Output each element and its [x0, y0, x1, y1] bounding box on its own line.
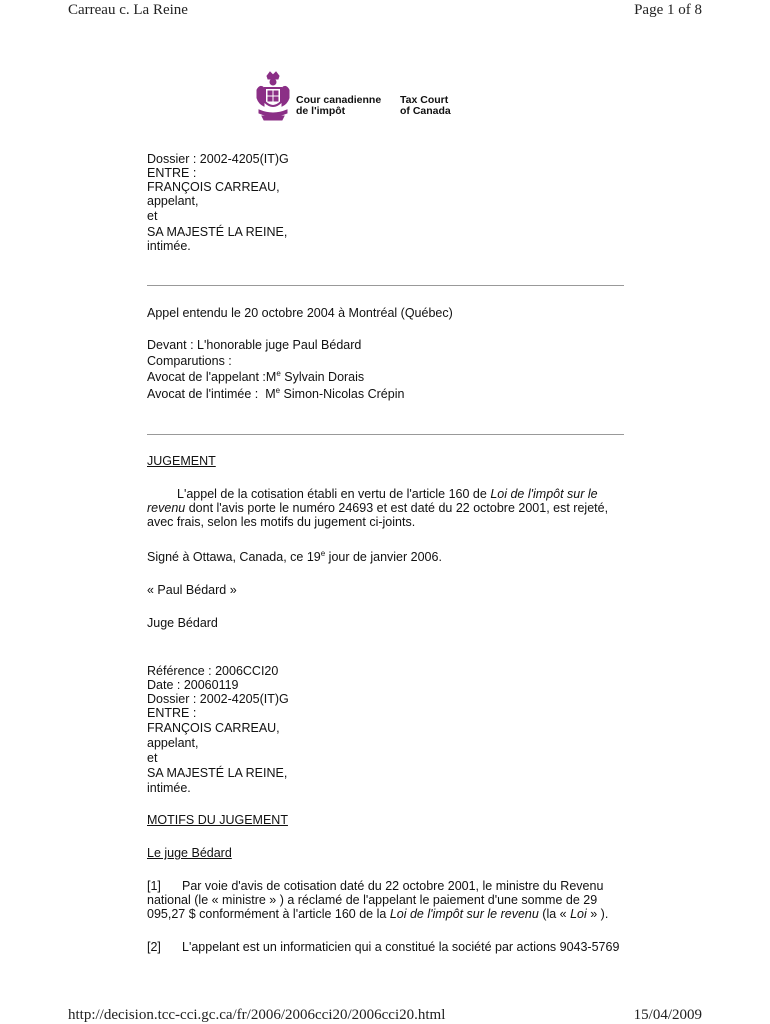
et-label: et [147, 209, 158, 223]
court-name-english-line1: Tax Court [400, 94, 449, 106]
signed-line [147, 549, 442, 565]
reference-appellant: FRANÇOIS CARREAU, [147, 721, 280, 735]
royal-coat-of-arms-icon [254, 70, 292, 122]
judgment-heading: JUGEMENT [147, 454, 216, 468]
reference-respondent: SA MAJESTÉ LA REINE, [147, 766, 288, 780]
print-footer-url: http://decision.tcc-cci.gc.ca/fr/2006/2006cci20/2006cci20.html [68, 1007, 446, 1023]
reasons-p1-law: Loi de l'impôt sur le revenu [389, 907, 539, 921]
respondent-name: SA MAJESTÉ LA REINE, [147, 225, 288, 239]
horizontal-rule [147, 434, 624, 435]
respondent-counsel-name: Simon-Nicolas Crépin [280, 387, 405, 401]
court-name-english [400, 95, 451, 117]
reasons-p1-line3c: » ). [586, 907, 609, 921]
court-name-french-line1: Cour canadienne [296, 94, 382, 106]
print-footer-date: 15/04/2009 [633, 1007, 702, 1023]
reasons-p1-line1: Par voie d'avis de cotisation daté du 22 octobre 2001, le ministre du Revenu [182, 879, 604, 893]
reasons-judge-heading: Le juge Bédard [147, 846, 232, 860]
appellant-counsel [147, 369, 364, 385]
paragraph-number: [2] [147, 940, 161, 954]
paragraph-number: [1] [147, 879, 161, 893]
court-name-french [296, 95, 381, 117]
respondent-counsel-label: Avocat de l'intimée : [147, 387, 259, 401]
reasons-p1-loi: Loi [570, 907, 587, 921]
signed-part2: jour de janvier 2006. [325, 550, 442, 564]
print-header-title: Carreau c. La Reine [68, 2, 188, 18]
reference-respondent-role: intimée. [147, 781, 191, 795]
before-judge: Devant : L'honorable juge Paul Bédard [147, 338, 362, 352]
judgment-text-line3: avec frais, selon les motifs du jugement ci-joints. [147, 515, 416, 529]
reference-appellant-role: appelant, [147, 736, 199, 750]
reference-entre: ENTRE : [147, 706, 197, 720]
appellant-counsel-label: Avocat de l'appelant : [147, 370, 266, 384]
signed-part1: Signé à Ottawa, Canada, ce 19 [147, 550, 321, 564]
appellant-role: appelant, [147, 194, 199, 208]
horizontal-rule [147, 285, 624, 286]
respondent-counsel-prefix: M [265, 387, 276, 401]
judgment-text-part2: dont l'avis porte le numéro 24693 et est daté du 22 octobre 2001, est rejeté, [185, 501, 609, 515]
appellant-name: FRANÇOIS CARREAU, [147, 180, 280, 194]
judge-signature: « Paul Bédard » [147, 583, 237, 597]
reasons-p1-line2: national (le « ministre » ) a réclamé de l'appelant le paiement d'une somme de 29 [147, 893, 598, 907]
reference-date: Date : 20060119 [147, 678, 239, 692]
reasons-p1-line3a: 095,27 $ conformément à l'article 160 de la [147, 907, 390, 921]
signed-sup: e [320, 548, 326, 558]
reasons-heading: MOTIFS DU JUGEMENT [147, 813, 288, 827]
print-header-page: Page 1 of 8 [634, 2, 702, 18]
court-name-french-line2: de l'impôt [296, 105, 346, 117]
appellant-counsel-sup: e [276, 368, 281, 378]
appearances-label: Comparutions : [147, 354, 232, 368]
dossier-number: Dossier : 2002-4205(IT)G [147, 152, 289, 166]
reference-number: Référence : 2006CCI20 [147, 664, 279, 678]
reference-et: et [147, 751, 158, 765]
appellant-counsel-prefix: M [265, 370, 277, 384]
reference-dossier: Dossier : 2002-4205(IT)G [147, 692, 289, 706]
reasons-p1-line3b: (la « [538, 907, 571, 921]
respondent-counsel-sup: e [275, 385, 281, 395]
judgment-text-part1: L'appel de la cotisation établi en vertu de l'article 160 de [177, 487, 491, 501]
respondent-role: intimée. [147, 239, 191, 253]
judge-title: Juge Bédard [147, 616, 218, 630]
judgment-text-italic2: revenu [147, 501, 186, 515]
entre-label: ENTRE : [147, 166, 197, 180]
respondent-counsel [147, 386, 404, 402]
hearing-info: Appel entendu le 20 octobre 2004 à Montréal (Québec) [147, 306, 453, 320]
appellant-counsel-name: Sylvain Dorais [280, 370, 365, 384]
reasons-p1-line3 [147, 906, 608, 922]
reasons-p2-line1: L'appelant est un informaticien qui a constitué la société par actions 9043-5769 [182, 940, 620, 954]
judgment-text-italic1: Loi de l'impôt sur le [490, 487, 598, 501]
court-name-english-line2: of Canada [400, 105, 451, 117]
